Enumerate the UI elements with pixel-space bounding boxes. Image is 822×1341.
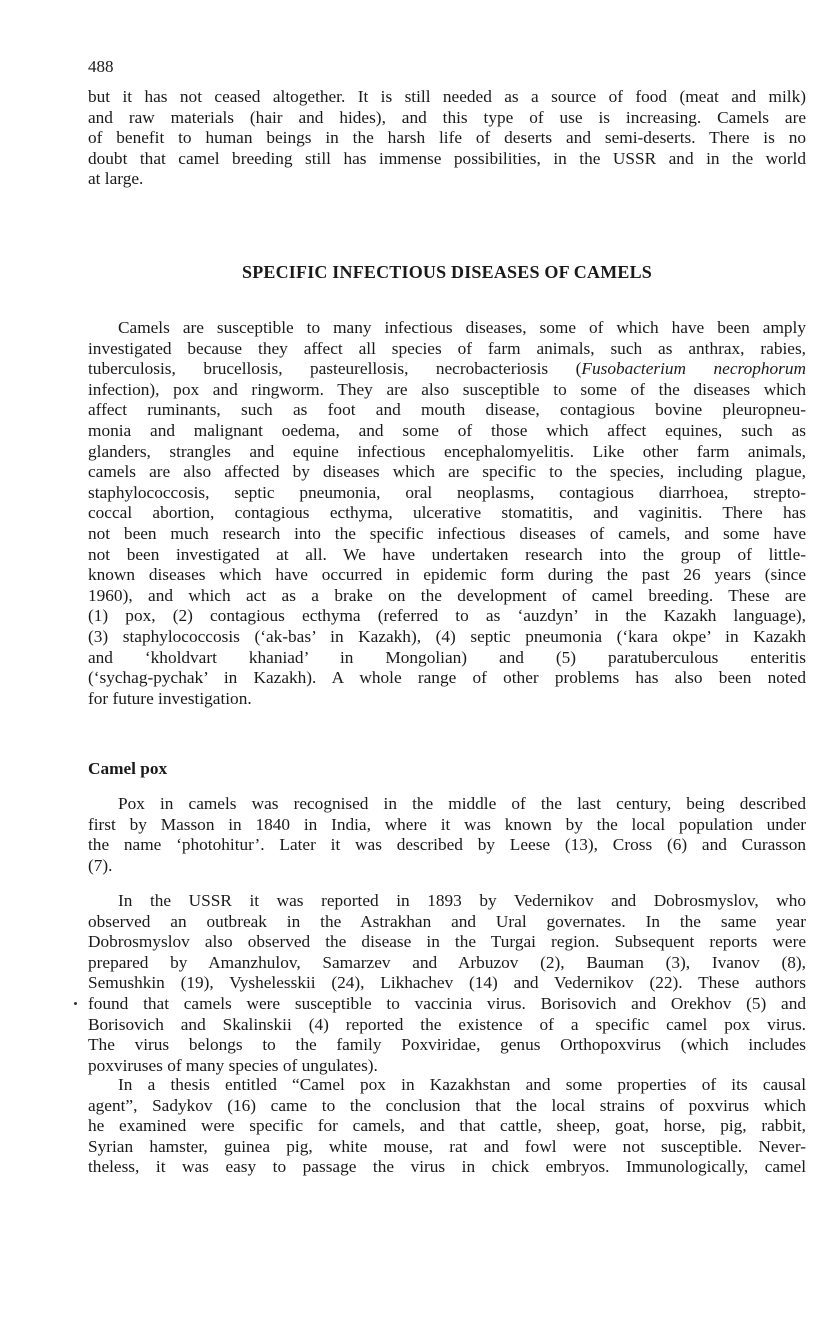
text-line: the name ‘photohitur’. Later it was described by Leese (13), Cross (6) and Curasson (88, 835, 806, 855)
text-line: Camels are susceptible to many infectious diseases, some of which have been amply (118, 318, 806, 337)
text-line: known diseases which have occurred in epidemic form during the past 26 years (since (88, 565, 806, 585)
paragraph-intro (88, 318, 806, 709)
text-line: at large. (88, 169, 144, 189)
text-line: staphylococcosis, septic pneumonia, oral neoplasms, contagious diarrhoea, strepto- (88, 482, 806, 502)
paragraph-ussr (88, 891, 806, 1076)
text-line: In the USSR it was reported in 1893 by Vedernikov and Dobrosmyslov, who (118, 891, 806, 910)
text-line: not been investigated at all. We have undertaken research into the group of little- (88, 544, 806, 564)
text-line: first by Masson in 1840 in India, where it was known by the local population under (88, 814, 806, 834)
text-line: The virus belongs to the family Poxviridae, genus Orthopoxvirus (which includes (88, 1035, 806, 1055)
paragraph-history (88, 794, 806, 876)
text-line: prepared by Amanzhulov, Samarzev and Arbuzov (2), Bauman (3), Ivanov (8), (88, 952, 806, 972)
margin-mark (74, 1002, 77, 1005)
text-line: poxviruses of many species of ungulates). (88, 1055, 378, 1075)
text-line: (7). (88, 855, 113, 875)
text-line: affect ruminants, such as foot and mouth disease, contagious bovine pleuropneu- (88, 400, 806, 420)
page-number: 488 (88, 57, 114, 76)
text-line: Pox in camels was recognised in the middle of the last century, being described (118, 794, 806, 813)
text-line: Dobrosmyslov also observed the disease in the Turgai region. Subsequent reports were (88, 932, 806, 952)
paragraph-thesis (88, 1075, 806, 1178)
text-line: Semushkin (19), Vyshelesskii (24), Likhachev (14) and Vedernikov (22). These authors (88, 973, 806, 993)
text-line: theless, it was easy to passage the virus in chick embryos. Immunologically, camel (88, 1157, 806, 1177)
text-line: (1) pox, (2) contagious ecthyma (referred to as ‘auzdyn’ in the Kazakh language), (88, 606, 806, 626)
subsection-heading: Camel pox (88, 759, 168, 778)
text-line: doubt that camel breeding still has immense possibilities, in the USSR and in the world (88, 148, 806, 168)
paragraph-continuation (88, 87, 806, 190)
text-line: of benefit to human beings in the harsh life of deserts and semi-deserts. There is no (88, 128, 806, 148)
text-line: coccal abortion, contagious ecthyma, ulcerative stomatitis, and vaginitis. There has (88, 503, 806, 523)
text-line: not been much research into the specific infectious diseases of camels, and some have (88, 523, 806, 543)
text-line: camels are also affected by diseases which are specific to the species, including plague, (88, 462, 806, 482)
text-line: (3) staphylococcosis (‘ak-bas’ in Kazakh), (4) septic pneumonia (‘kara okpe’ in Kazakh (88, 626, 806, 646)
text-line: monia and malignant oedema, and some of those which affect equines, such as (88, 420, 806, 440)
text-line: investigated because they affect all species of farm animals, such as anthrax, rabies, (88, 338, 806, 358)
text-line (88, 359, 806, 380)
text-line: and ‘kholdvart khaniad’ in Mongolian) and (5) paratuberculous enteritis (88, 647, 806, 667)
text-line: found that camels were susceptible to vaccinia virus. Borisovich and Orekhov (5) and (88, 993, 806, 1013)
text-line: glanders, strangles and equine infectious encephalomyelitis. Like other farm animals, (88, 441, 806, 461)
text-line: observed an outbreak in the Astrakhan and Ural governates. In the same year (88, 911, 806, 931)
text-segment: tuberculosis, brucellosis, pasteurellosis, necrobacteriosis ( (88, 359, 582, 379)
section-heading: SPECIFIC INFECTIOUS DISEASES OF CAMELS (241, 262, 653, 282)
text-line: infection), pox and ringworm. They are also susceptible to some of the diseases which (88, 379, 806, 399)
text-line: In a thesis entitled “Camel pox in Kazakhstan and some properties of its causal (118, 1075, 806, 1094)
italic-text: Fusobacterium necrophorum (581, 359, 806, 379)
text-line: (‘sychag-pychak’ in Kazakh). A whole range of other problems has also been noted (88, 668, 806, 688)
text-line: he examined were specific for camels, and that cattle, sheep, goat, horse, pig, rabbit, (88, 1116, 806, 1136)
text-line: Syrian hamster, guinea pig, white mouse, rat and fowl were not susceptible. Never- (88, 1136, 806, 1156)
text-line: 1960), and which act as a brake on the development of camel breeding. These are (88, 585, 806, 605)
text-line: for future investigation. (88, 688, 252, 708)
text-line: agent”, Sadykov (16) came to the conclusion that the local strains of poxvirus which (88, 1095, 806, 1115)
text-line: and raw materials (hair and hides), and this type of use is increasing. Camels are (88, 107, 806, 127)
text-line: Borisovich and Skalinskii (4) reported the existence of a specific camel pox virus. (88, 1014, 806, 1034)
text-line: but it has not ceased altogether. It is still needed as a source of food (meat and milk) (88, 87, 806, 106)
